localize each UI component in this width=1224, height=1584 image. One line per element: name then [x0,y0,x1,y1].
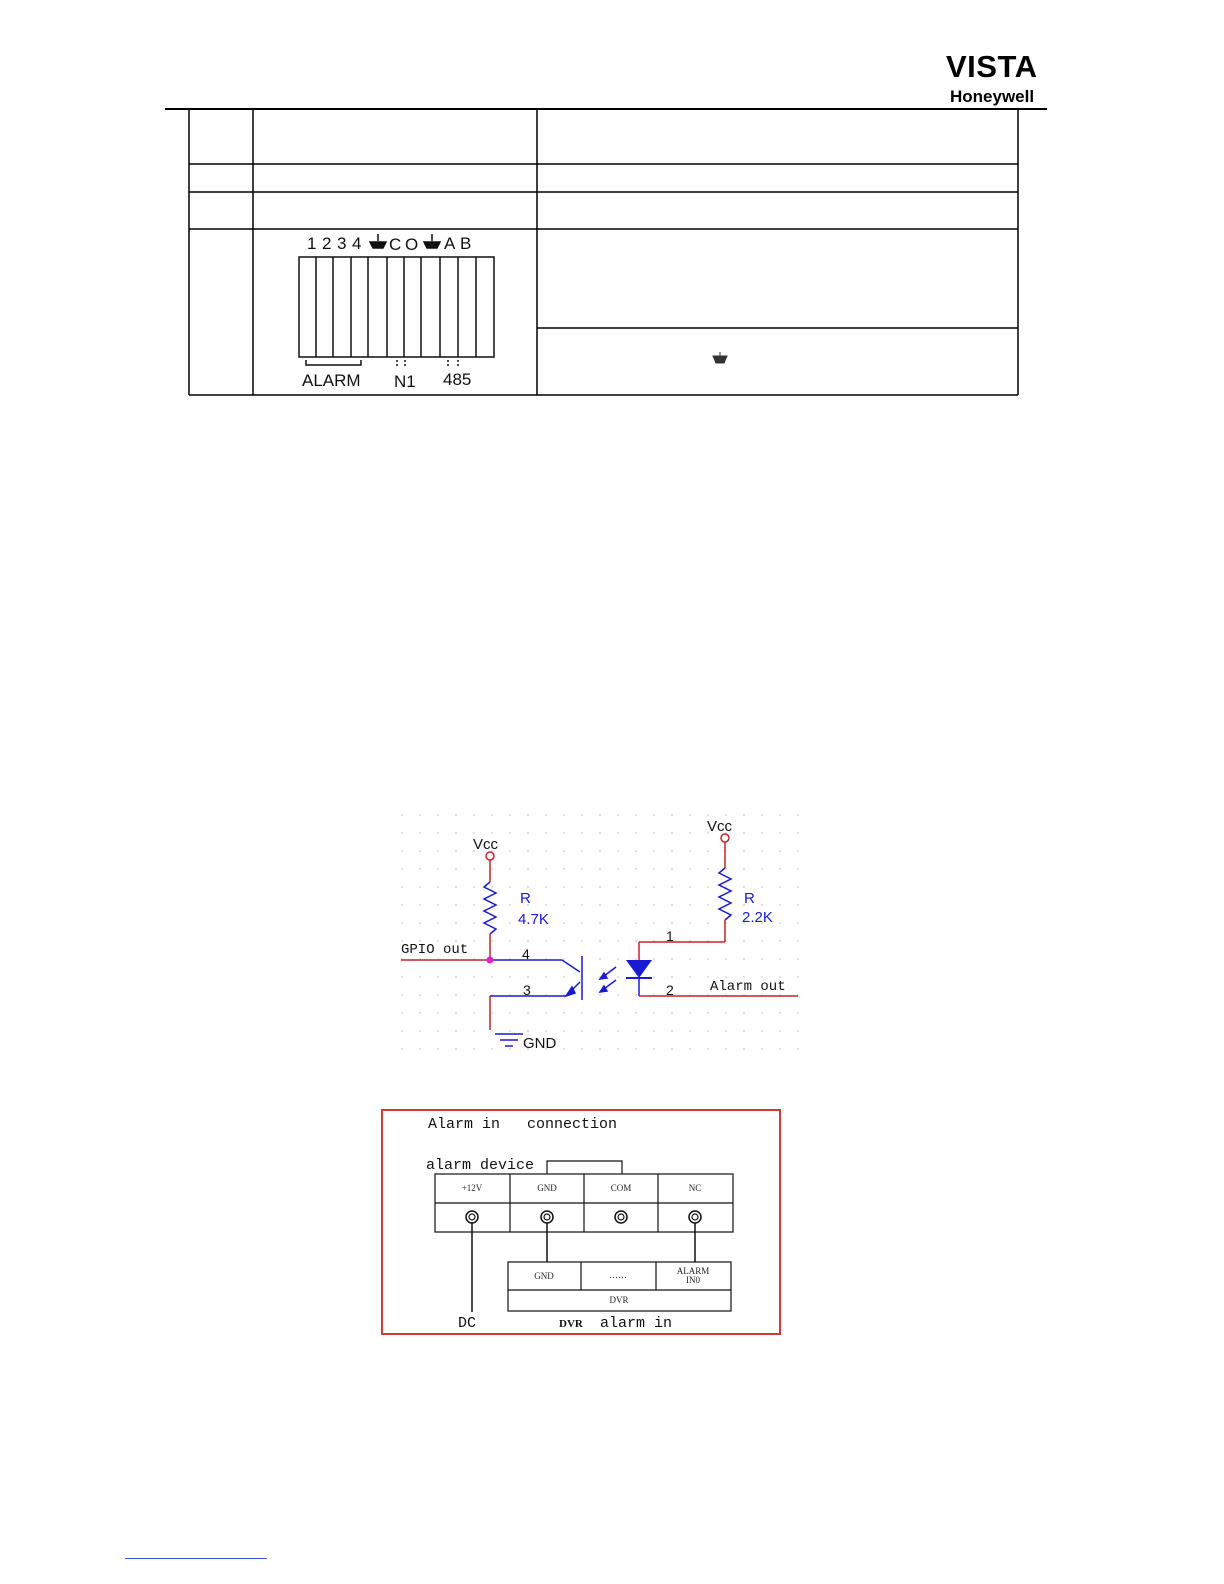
alarm-device-label: alarm device [426,1157,535,1174]
vista-logo: VISTA [946,49,1038,84]
alarm-out-label: Alarm out [710,979,786,995]
terminal-label-c: C [389,235,402,254]
dvr-block-label: DVR [609,1295,629,1305]
terminal-label-b: B [460,234,472,253]
resistor-left-value: 4.7K [518,911,549,928]
terminal-label-a: A [444,234,456,253]
gnd-label: GND [523,1035,557,1052]
alarm-in-caption: alarm in [600,1315,673,1332]
resistor-left-label: R [520,890,531,907]
pin-2-label: 2 [666,982,674,998]
vcc-left-label: Vcc [473,836,499,853]
terminal-label-2: 2 [322,234,332,253]
dvr-caption-bold: DVR [559,1318,583,1330]
pin-3-label: 3 [523,982,531,998]
dc-label: DC [458,1315,477,1332]
device-cell-gnd: GND [537,1183,557,1193]
terminal-label-o: O [405,235,419,254]
n1-group-label: N1 [394,372,416,391]
pin-4-label: 4 [522,946,530,962]
dvr-cell-in0: IN0 [686,1275,700,1285]
rs485-group-label: 485 [443,370,472,389]
alarm-group-label: ALARM [302,371,361,390]
dvr-cell-ellipsis: …… [609,1270,627,1280]
terminal-label-4: 4 [352,234,362,253]
honeywell-logo: Honeywell [950,87,1035,106]
alarm-in-title: Alarm in connection [428,1116,618,1133]
dvr-cell-alarm: ALARM [676,1266,710,1276]
vcc-right-label: Vcc [707,818,733,835]
dvr-cell-gnd: GND [534,1271,554,1281]
terminal-label-3: 3 [337,234,347,253]
device-cell-com: COM [610,1183,632,1193]
resistor-right-label: R [744,890,755,907]
footer-link[interactable] [125,1558,267,1559]
device-cell-12v: +12V [461,1183,483,1193]
resistor-right-value: 2.2K [742,909,773,926]
device-cell-nc: NC [688,1183,702,1193]
pin-1-label: 1 [666,928,674,944]
gpio-out-label: GPIO out [401,942,469,958]
terminal-label-1: 1 [307,234,317,253]
